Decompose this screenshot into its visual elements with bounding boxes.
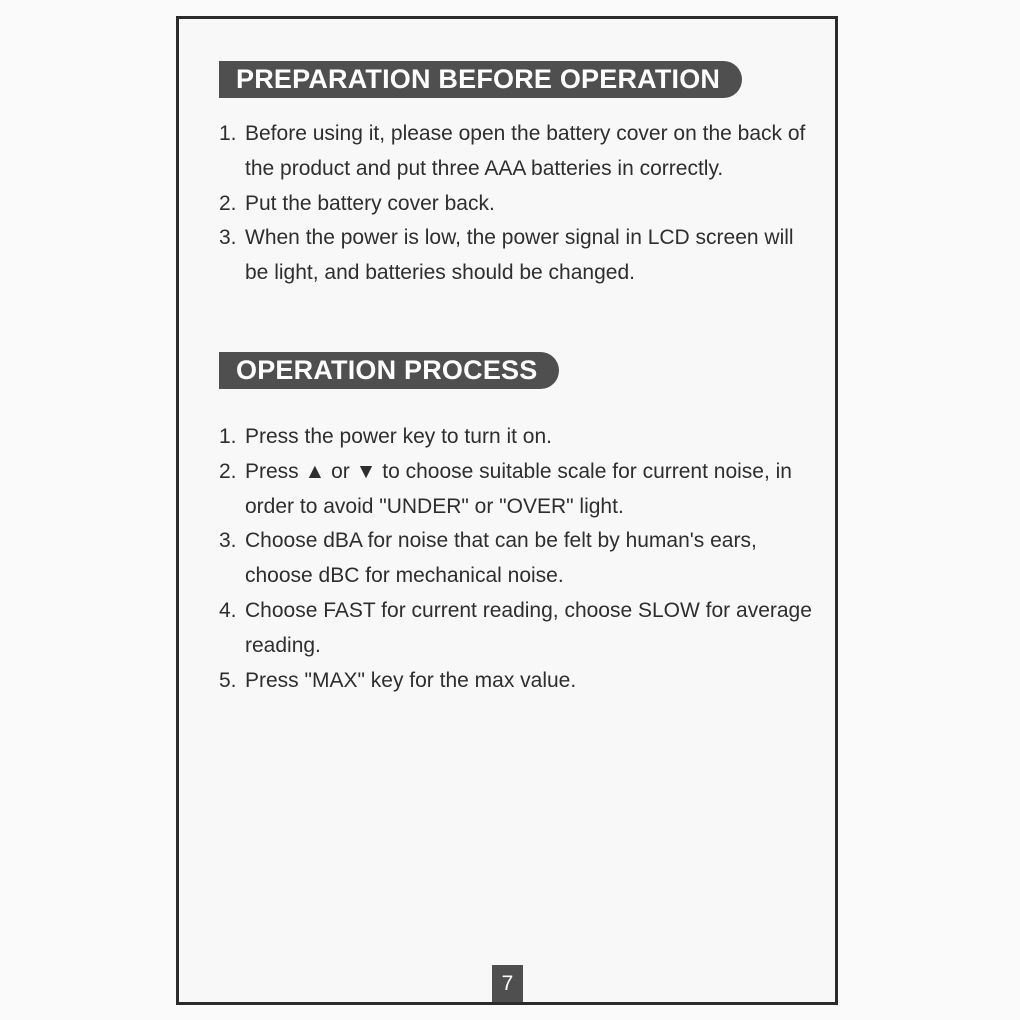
section-title-operation: OPERATION PROCESS bbox=[219, 352, 559, 389]
item-text: Press "MAX" key for the max value. bbox=[245, 668, 577, 692]
list-item bbox=[219, 664, 819, 699]
item-text: Press the power key to turn it on. bbox=[245, 425, 552, 448]
item-number: 4. bbox=[219, 598, 237, 622]
item-text: Choose FAST for current reading, choose SLOW for average reading. bbox=[245, 598, 812, 657]
manual-page bbox=[176, 16, 838, 1005]
item-text: Put the battery cover back. bbox=[245, 191, 495, 215]
list-item bbox=[219, 594, 819, 664]
page-number: 7 bbox=[492, 965, 523, 1002]
item-text: Before using it, please open the battery cover on the back of the product and put three AAA batteries in correctly. bbox=[245, 122, 806, 180]
list-item bbox=[219, 524, 819, 594]
item-text: When the power is low, the power signal in LCD screen will be light, and batteries should be changed. bbox=[245, 226, 794, 285]
item-number: 2. bbox=[219, 191, 237, 215]
list-item bbox=[219, 455, 819, 525]
item-number: 1. bbox=[219, 122, 237, 145]
item-number: 5. bbox=[219, 668, 237, 692]
item-number: 2. bbox=[219, 459, 237, 483]
operation-list bbox=[219, 420, 819, 698]
item-number: 3. bbox=[219, 226, 237, 250]
item-number: 1. bbox=[219, 425, 237, 448]
preparation-list bbox=[219, 117, 819, 291]
section-title-preparation: PREPARATION BEFORE OPERATION bbox=[219, 61, 742, 98]
list-item bbox=[219, 221, 819, 291]
item-text: Press ▲ or ▼ to choose suitable scale for current noise, in order to avoid "UNDER" or "OVER" light. bbox=[245, 459, 792, 518]
list-item bbox=[219, 187, 819, 222]
item-number: 3. bbox=[219, 529, 237, 553]
item-text: Choose dBA for noise that can be felt by human's ears, choose dBC for mechanical noise. bbox=[245, 529, 757, 588]
list-item bbox=[219, 420, 819, 455]
list-item bbox=[219, 117, 819, 187]
